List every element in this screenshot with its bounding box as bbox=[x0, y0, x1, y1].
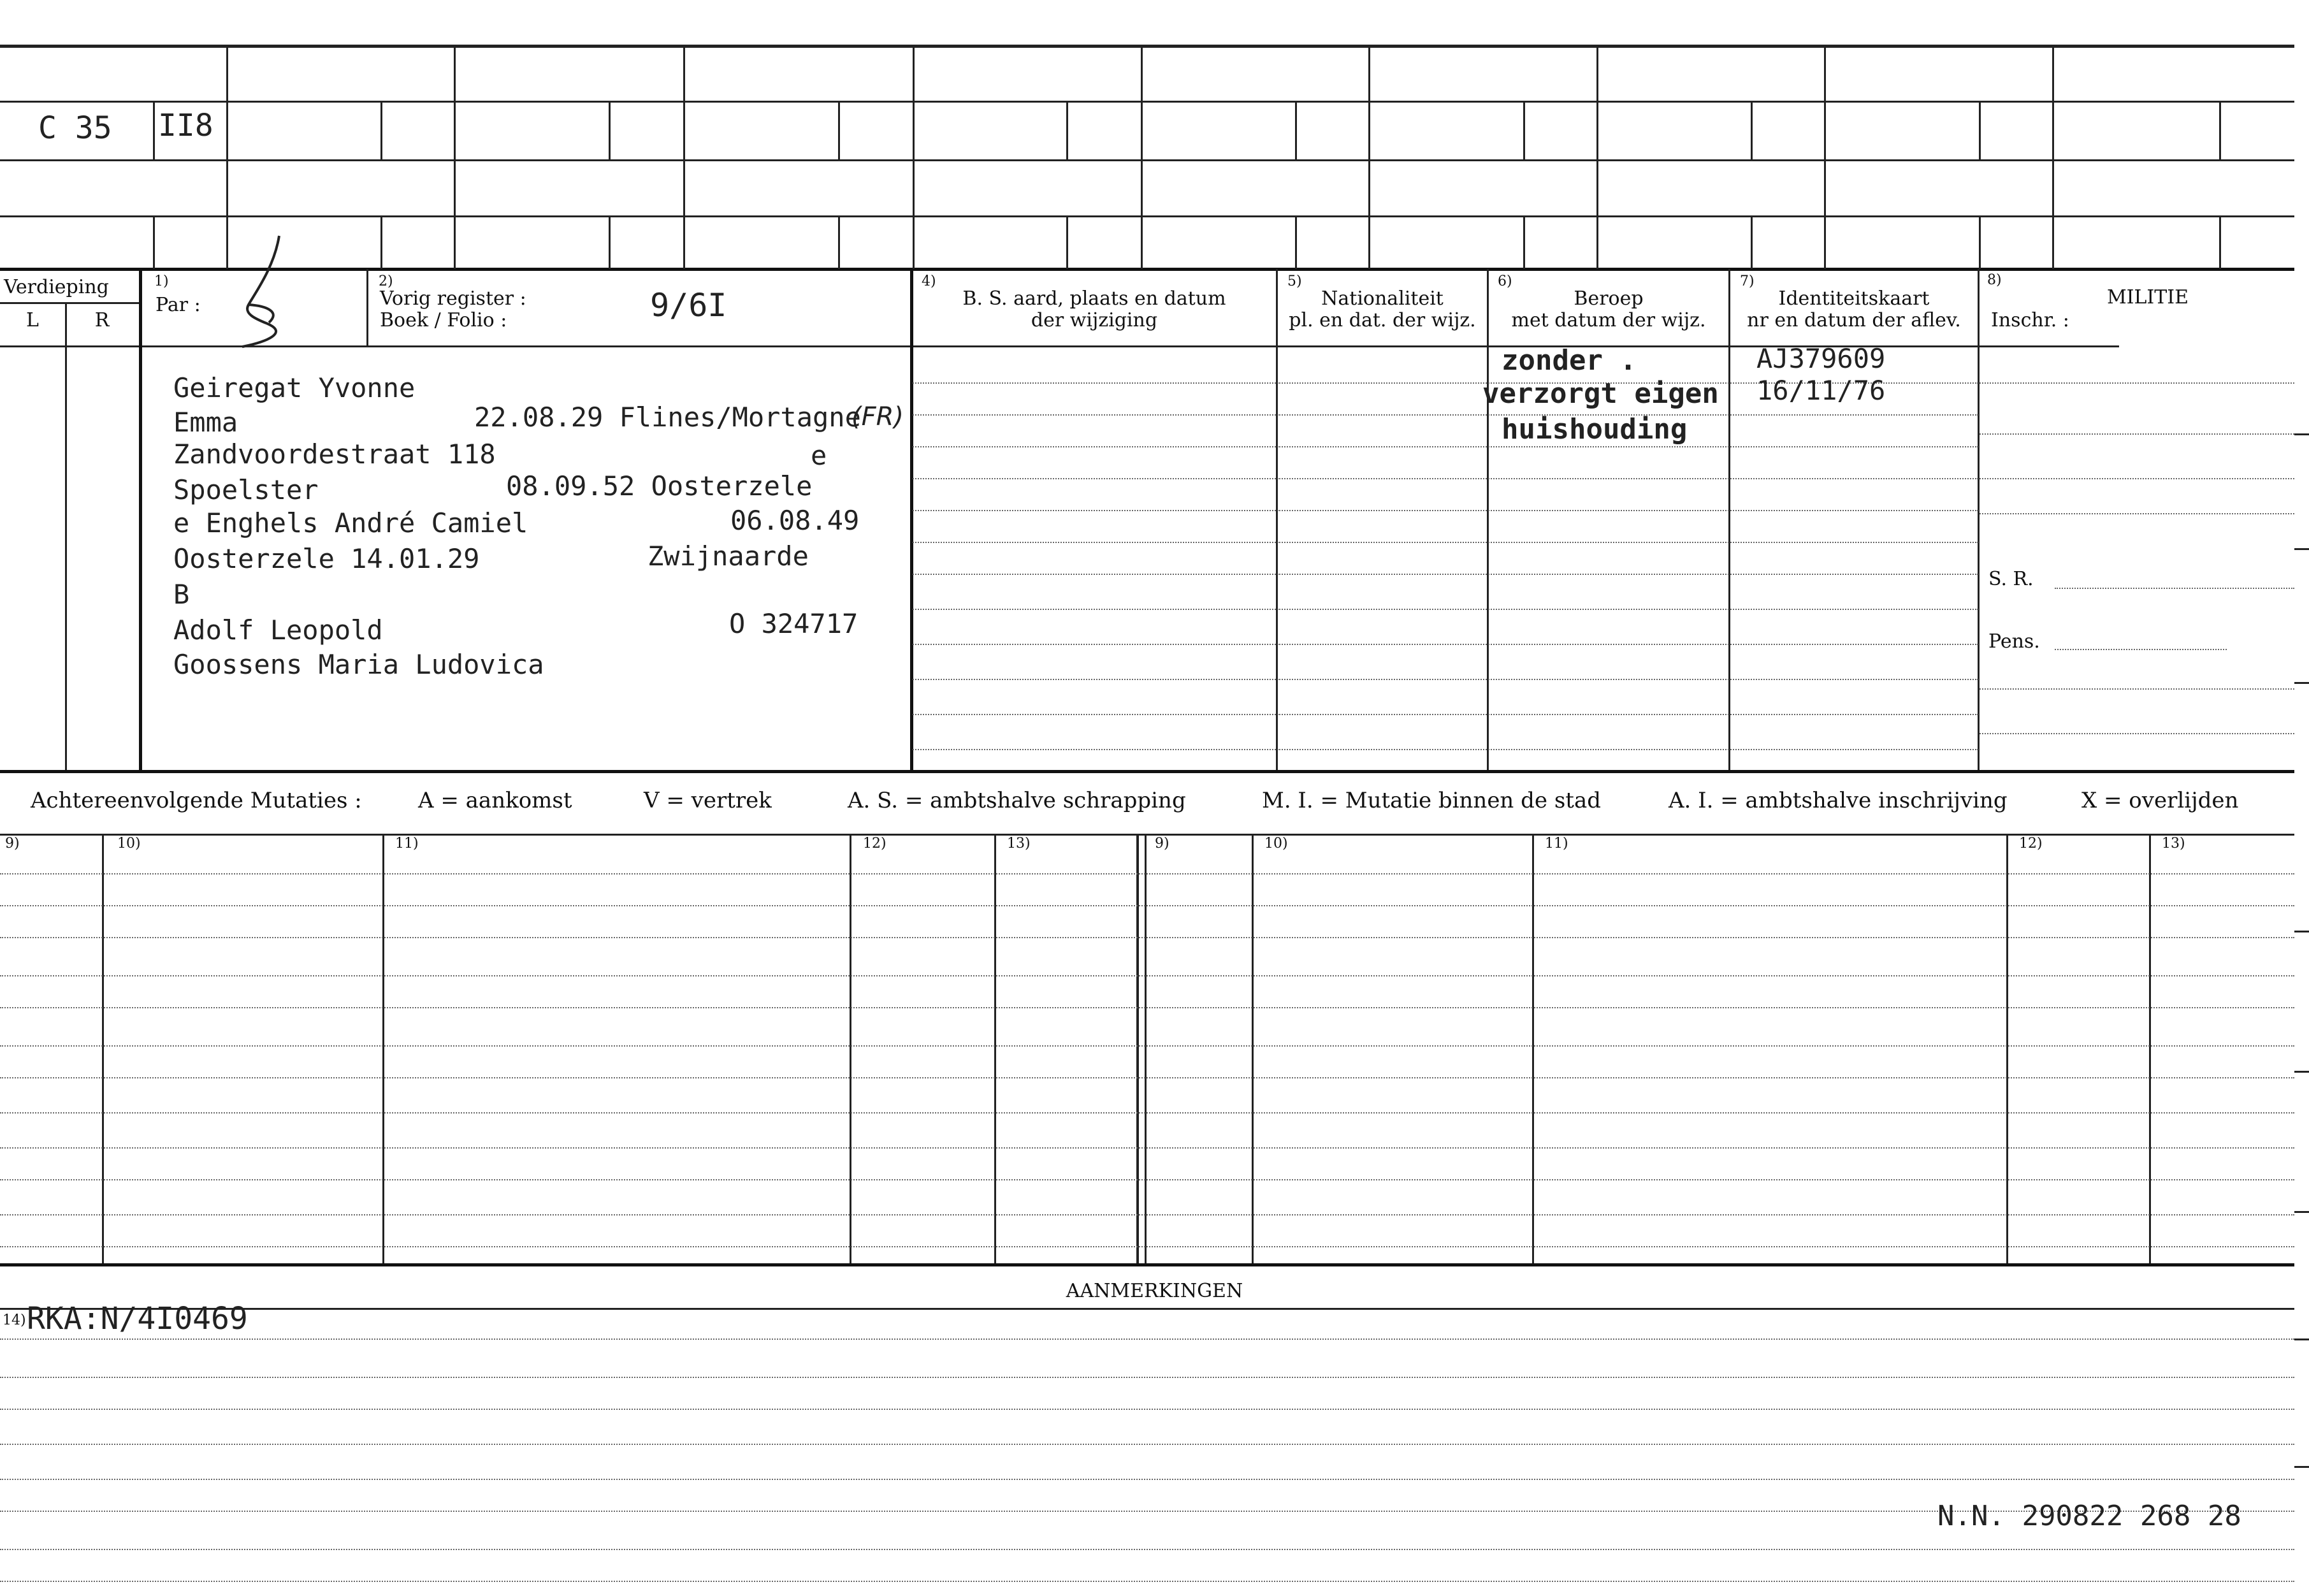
ruled-line bbox=[1980, 478, 2294, 479]
grid-line bbox=[683, 45, 685, 269]
grid-line bbox=[1824, 45, 1826, 269]
person-line-5b: 06.08.49 bbox=[730, 505, 860, 536]
grid-line bbox=[2149, 834, 2151, 1263]
person-line-8a: Adolf Leopold bbox=[173, 614, 383, 646]
ruled-line bbox=[913, 446, 1276, 447]
grid-line bbox=[65, 302, 67, 771]
par-scribble-mark bbox=[229, 229, 306, 351]
legend-aankomst: A = aankomst bbox=[418, 788, 572, 813]
mut-col-num: 9) bbox=[5, 836, 20, 852]
grid-line bbox=[1979, 215, 1981, 269]
person-line-1: Geiregat Yvonne bbox=[173, 372, 416, 403]
person-line-3b: e bbox=[811, 440, 827, 471]
person-line-5a: e Enghels André Camiel bbox=[173, 507, 528, 539]
mutaties-label: Achtereenvolgende Mutaties : bbox=[31, 788, 362, 813]
grid-line bbox=[1596, 45, 1598, 269]
grid-line bbox=[0, 159, 2294, 161]
sr-label: S. R. bbox=[1988, 568, 2034, 590]
aanmerkingen-num: 14) bbox=[3, 1312, 26, 1328]
mut-col-num: 13) bbox=[2162, 836, 2185, 852]
mut-col-num: 12) bbox=[863, 836, 887, 852]
bs-label-2: der wijziging bbox=[1031, 309, 1158, 331]
ruled-line bbox=[0, 1377, 2294, 1378]
margin-tick bbox=[2294, 548, 2309, 550]
grid-line bbox=[153, 215, 155, 269]
ruled-line bbox=[0, 1214, 2294, 1215]
col-l-label: L bbox=[26, 309, 39, 331]
legend-overlijden: X = overlijden bbox=[2081, 788, 2239, 813]
ruled-line bbox=[913, 382, 1276, 384]
ruled-line bbox=[913, 510, 1276, 511]
ruled-line bbox=[0, 1444, 2294, 1445]
legend-ambtshalve-inschrijving: A. I. = ambtshalve inschrijving bbox=[1668, 788, 2008, 813]
grid-line bbox=[1487, 269, 1489, 771]
grid-line bbox=[1066, 101, 1068, 159]
ruled-line bbox=[1277, 542, 1978, 543]
reference-code: C 35 bbox=[38, 110, 112, 146]
beroep-entry-2: verzorgt eigen bbox=[1482, 377, 1719, 410]
ruled-line bbox=[0, 905, 2294, 906]
nat-num: 5) bbox=[1287, 273, 1302, 289]
ruled-line bbox=[1277, 644, 1978, 645]
grid-line bbox=[609, 101, 611, 159]
ruled-line bbox=[1277, 446, 1978, 447]
verdieping-label: Verdieping bbox=[4, 276, 109, 298]
grid-line bbox=[366, 269, 368, 345]
ruled-line bbox=[1980, 382, 2294, 384]
id-entry-1: AJ379609 bbox=[1756, 343, 1886, 374]
grid-line bbox=[2052, 45, 2054, 269]
grid-line bbox=[454, 45, 456, 269]
grid-line bbox=[1141, 45, 1143, 269]
margin-tick bbox=[2294, 433, 2309, 435]
person-line-9: Goossens Maria Ludovica bbox=[173, 649, 544, 680]
ruled-line bbox=[913, 609, 1276, 610]
grid-line bbox=[1145, 834, 1147, 1263]
person-line-2b: 22.08.29 Flines/Mortagne bbox=[474, 402, 861, 433]
grid-line bbox=[0, 345, 140, 347]
ruled-line bbox=[1277, 574, 1978, 575]
ruled-line bbox=[0, 873, 2294, 874]
ruled-line bbox=[0, 1246, 2294, 1247]
vorig-label-1: Vorig register : bbox=[380, 287, 526, 310]
legend-mutatie-binnen-stad: M. I. = Mutatie binnen de stad bbox=[1262, 788, 1601, 813]
grid-line bbox=[139, 269, 142, 771]
ruled-line bbox=[913, 574, 1276, 575]
grid-line bbox=[382, 834, 384, 1263]
grid-line bbox=[0, 770, 2294, 773]
grid-line bbox=[0, 45, 2294, 48]
ruled-line bbox=[0, 1147, 2294, 1149]
ruled-line bbox=[913, 414, 1276, 416]
beroep-entry-1: zonder . bbox=[1502, 344, 1637, 377]
ruled-line bbox=[0, 1077, 2294, 1078]
pens-label: Pens. bbox=[1988, 630, 2040, 653]
ruled-line bbox=[0, 1479, 2294, 1480]
margin-tick bbox=[2294, 1466, 2309, 1468]
person-line-2c: (FR) bbox=[851, 402, 904, 432]
grid-line bbox=[102, 834, 104, 1263]
beroep-label-1: Beroep bbox=[1574, 287, 1644, 310]
margin-tick bbox=[2294, 1338, 2309, 1340]
grid-line bbox=[1979, 101, 1981, 159]
footer-number: N.N. 290822 268 28 bbox=[1937, 1500, 2241, 1532]
mut-col-num: 13) bbox=[1007, 836, 1031, 852]
mut-col-num: 9) bbox=[1155, 836, 1169, 852]
grid-line bbox=[0, 302, 140, 304]
grid-line bbox=[913, 45, 915, 269]
grid-line bbox=[1532, 834, 1534, 1263]
aanmerkingen-title: AANMERKINGEN bbox=[1066, 1280, 1243, 1302]
par-label: Par : bbox=[156, 294, 201, 316]
grid-line bbox=[838, 215, 840, 269]
ruled-line bbox=[1980, 688, 2294, 690]
margin-tick bbox=[2294, 931, 2309, 932]
ruled-line bbox=[1277, 609, 1978, 610]
mil-num: 8) bbox=[1987, 272, 2002, 288]
nat-label-2: pl. en dat. der wijz. bbox=[1289, 309, 1476, 331]
mil-inschr-label: Inschr. : bbox=[1991, 309, 2069, 331]
grid-line bbox=[850, 834, 851, 1263]
beroep-label-2: met datum der wijz. bbox=[1511, 309, 1706, 331]
ruled-line bbox=[1980, 433, 2294, 435]
grid-line bbox=[0, 834, 2294, 836]
id-label-1: Identiteitskaart bbox=[1778, 287, 1930, 310]
person-line-6a: Oosterzele 14.01.29 bbox=[173, 543, 480, 574]
ruled-line bbox=[913, 542, 1276, 543]
ruled-line bbox=[1277, 679, 1978, 680]
grid-line bbox=[153, 101, 155, 159]
grid-line bbox=[1523, 215, 1525, 269]
grid-line bbox=[0, 101, 2294, 103]
house-number: II8 bbox=[158, 108, 214, 143]
beroep-entry-3: huishouding bbox=[1502, 413, 1688, 446]
nat-label-1: Nationaliteit bbox=[1321, 287, 1444, 310]
ruled-line bbox=[913, 679, 1276, 680]
id-label-2: nr en datum der aflev. bbox=[1747, 309, 1961, 331]
grid-line bbox=[1252, 834, 1254, 1263]
person-line-4b: 08.09.52 Oosterzele bbox=[506, 470, 813, 502]
person-line-2a: Emma bbox=[173, 407, 238, 438]
mut-col-num: 10) bbox=[1264, 836, 1288, 852]
grid-line bbox=[1978, 269, 1980, 771]
grid-line bbox=[1295, 101, 1297, 159]
vorig-value: 9/6I bbox=[650, 287, 727, 324]
vorig-label-2: Boek / Folio : bbox=[380, 309, 507, 331]
grid-line bbox=[609, 215, 611, 269]
ruled-line bbox=[0, 1179, 2294, 1180]
ruled-line bbox=[913, 644, 1276, 645]
mut-col-num: 10) bbox=[117, 836, 141, 852]
beroep-num: 6) bbox=[1498, 273, 1512, 289]
grid-line bbox=[380, 101, 382, 159]
grid-line bbox=[2006, 834, 2008, 1263]
grid-line bbox=[1728, 269, 1730, 771]
sr-line bbox=[2055, 588, 2294, 589]
mut-col-num: 12) bbox=[2019, 836, 2043, 852]
person-line-6b: Zwijnaarde bbox=[648, 540, 809, 572]
ruled-line bbox=[1277, 749, 1978, 750]
grid-line bbox=[1276, 269, 1278, 771]
grid-line bbox=[1136, 834, 1139, 1263]
grid-line bbox=[1295, 215, 1297, 269]
ruled-line bbox=[0, 1409, 2294, 1410]
bs-label-1: B. S. aard, plaats en datum bbox=[962, 287, 1226, 310]
grid-line bbox=[2219, 215, 2221, 269]
ruled-line bbox=[0, 1581, 2294, 1582]
grid-line bbox=[910, 269, 913, 771]
ruled-line bbox=[913, 749, 1276, 750]
grid-line bbox=[1751, 101, 1753, 159]
pens-line bbox=[2055, 649, 2227, 650]
mil-label: MILITIE bbox=[2106, 286, 2189, 308]
bs-num: 4) bbox=[922, 273, 936, 289]
vorig-num: 2) bbox=[379, 273, 393, 289]
mut-col-num: 11) bbox=[1545, 836, 1568, 852]
margin-tick bbox=[2294, 1211, 2309, 1213]
grid-line bbox=[1523, 101, 1525, 159]
ruled-line bbox=[1277, 478, 1978, 479]
col-r-label: R bbox=[94, 309, 110, 331]
ruled-line bbox=[1980, 733, 2294, 734]
legend-ambtshalve-schrapping: A. S. = ambtshalve schrapping bbox=[848, 788, 1186, 813]
ruled-line bbox=[1277, 714, 1978, 715]
grid-line bbox=[1751, 215, 1753, 269]
grid-line bbox=[838, 101, 840, 159]
ruled-line bbox=[913, 714, 1276, 715]
aanmerkingen-entry: RKA:N/4I0469 bbox=[27, 1301, 248, 1337]
person-line-8b: O 324717 bbox=[729, 608, 858, 639]
margin-tick bbox=[2294, 682, 2309, 684]
person-line-3a: Zandvoordestraat 118 bbox=[173, 439, 496, 470]
ruled-line bbox=[1980, 513, 2294, 514]
ruled-line bbox=[0, 937, 2294, 938]
id-num: 7) bbox=[1740, 273, 1755, 289]
grid-line bbox=[0, 1308, 2294, 1310]
grid-line bbox=[1066, 215, 1068, 269]
person-line-4a: Spoelster bbox=[173, 474, 319, 505]
ruled-line bbox=[0, 1338, 2294, 1340]
ruled-line bbox=[0, 1007, 2294, 1008]
grid-line bbox=[0, 215, 2294, 217]
margin-tick bbox=[2294, 1071, 2309, 1073]
ruled-line bbox=[0, 975, 2294, 976]
ruled-line bbox=[0, 1112, 2294, 1114]
id-entry-2: 16/11/76 bbox=[1756, 375, 1886, 406]
grid-line bbox=[380, 215, 382, 269]
ruled-line bbox=[913, 478, 1276, 479]
grid-line bbox=[2219, 101, 2221, 159]
mut-col-num: 11) bbox=[395, 836, 419, 852]
ruled-line bbox=[0, 1045, 2294, 1047]
legend-vertrek: V = vertrek bbox=[644, 788, 772, 813]
ruled-line bbox=[1277, 510, 1978, 511]
person-line-7: B bbox=[173, 579, 190, 610]
grid-line bbox=[994, 834, 996, 1263]
grid-line bbox=[226, 45, 228, 269]
par-num: 1) bbox=[154, 273, 169, 289]
grid-line bbox=[0, 1263, 2294, 1266]
ruled-line bbox=[0, 1549, 2294, 1550]
grid-line bbox=[0, 268, 2294, 271]
grid-line bbox=[1368, 45, 1370, 269]
